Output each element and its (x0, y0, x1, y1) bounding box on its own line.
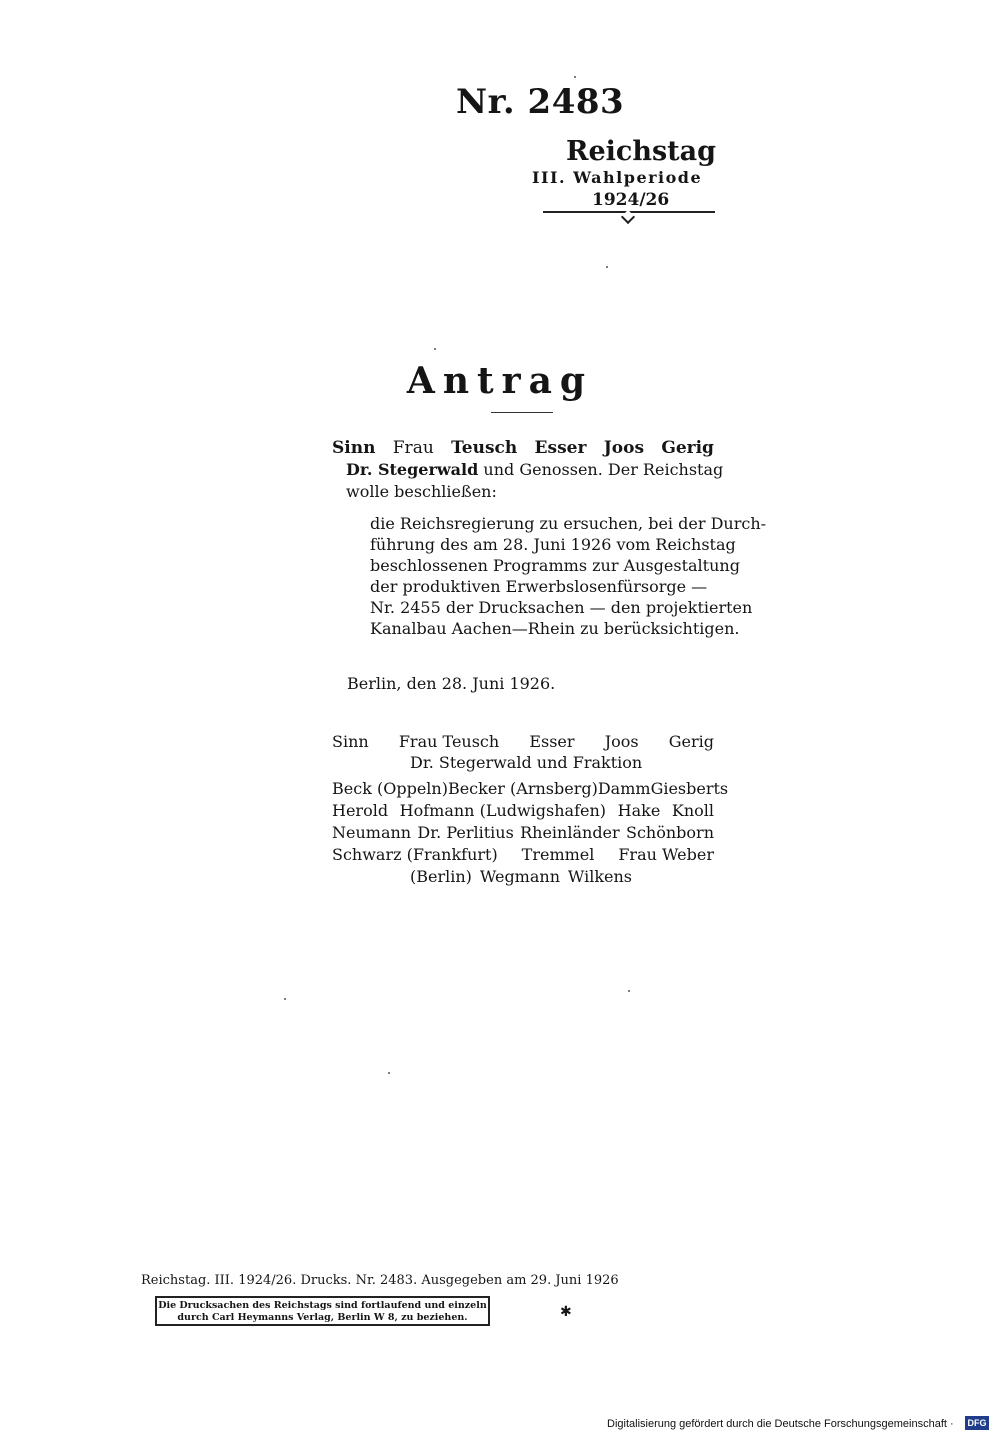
signatory: Rheinländer (520, 823, 620, 842)
signature-row (410, 867, 632, 886)
scan-speck (606, 266, 608, 268)
motion-intro-line (346, 460, 724, 479)
signatory: Damm (597, 779, 651, 798)
signatory: Joos (604, 732, 639, 751)
period-years: 1924/26 (592, 190, 670, 210)
motion-body-line: Kanalbau Aachen—Rhein zu berücksichtigen. (370, 619, 740, 638)
signatory: Schönborn (626, 823, 714, 842)
signature-row (332, 845, 714, 864)
motion-body-line: die Reichsregierung zu ersuchen, bei der Durch- (370, 514, 767, 533)
signatory: Schwarz (Frankfurt) (332, 845, 498, 864)
signatory: Wegmann (479, 867, 560, 886)
scan-speck (388, 1072, 390, 1074)
signatory: Wilkens (567, 867, 632, 886)
place-date: Berlin, den 28. Juni 1926. (347, 674, 556, 693)
signature-row (332, 823, 714, 842)
motion-intro-text: und Genossen. Der Reichstag (483, 460, 724, 479)
signatory: Knoll (671, 801, 714, 820)
motion-body-line: der produktiven Erwerbslosenfürsorge — (370, 577, 708, 596)
distribution-notice-line: durch Carl Heymanns Verlag, Berlin W 8, zu beziehen. (177, 1312, 468, 1323)
signatory: Neumann (332, 823, 412, 842)
title-rule (491, 412, 553, 413)
sponsor-name: Esser (534, 438, 587, 458)
signature-row (332, 779, 729, 798)
distribution-notice-line: Die Drucksachen des Reichstags sind fortlaufend und einzeln (158, 1300, 487, 1311)
motion-body-line: beschlossenen Programms zur Ausgestaltung (370, 556, 740, 575)
signatory: Frau Weber (618, 845, 714, 864)
document-number: Nr. 2483 (456, 82, 625, 122)
distribution-notice-box (155, 1296, 490, 1326)
sponsor-name: Teusch (451, 438, 518, 458)
sponsor-name: Gerig (661, 438, 714, 458)
scan-speck (284, 998, 286, 1000)
electoral-period: III. Wahlperiode (532, 168, 703, 187)
signatory: Becker (Arnsberg) (447, 779, 598, 798)
signatory: Gerig (668, 732, 714, 751)
signatory: Hake (617, 801, 661, 820)
issue-line: Reichstag. III. 1924/26. Drucks. Nr. 2483. Ausgegeben am 29. Juni 1926 (141, 1273, 619, 1288)
sponsor-name: Frau (392, 438, 434, 458)
signatory: (Berlin) (410, 867, 472, 886)
parliament-name: Reichstag (566, 136, 716, 167)
scan-speck (434, 348, 436, 350)
signatory: Dr. Perlitius (417, 823, 514, 842)
signatory: Esser (529, 732, 575, 751)
signature-row (332, 732, 714, 751)
digitization-credit: Digitalisierung gefördert durch die Deutsche Forschungsgemeinschaft · (607, 1418, 954, 1430)
signatory: Tremmel (521, 845, 595, 864)
printer-mark-icon: ✱ (560, 1304, 572, 1320)
motion-body-line: Nr. 2455 der Drucksachen — den projektierten (370, 598, 753, 617)
dfg-logo: DFG (965, 1416, 989, 1430)
scan-speck (574, 76, 576, 78)
signature-row: Dr. Stegerwald und Fraktion (410, 753, 643, 772)
scan-speck (628, 990, 630, 992)
signatory: Herold (332, 801, 389, 820)
sponsor-name: Joos (603, 438, 645, 458)
signatory: Giesberts (650, 779, 729, 798)
signature-row (332, 801, 714, 820)
document-title: Antrag (406, 360, 594, 402)
sponsor-name: Sinn (332, 438, 376, 458)
motion-body-line: führung des am 28. Juni 1926 vom Reichstag (370, 535, 736, 554)
signatory: Sinn (332, 732, 369, 751)
sponsor-name: Dr. Stegerwald (346, 460, 479, 479)
header-rule (543, 211, 715, 213)
signatory: Frau Teusch (398, 732, 500, 751)
signatory: Beck (Oppeln) (332, 779, 448, 798)
motion-intro-line: wolle beschließen: (346, 482, 497, 501)
motion-sponsors (332, 438, 714, 458)
signatory: Hofmann (Ludwigshafen) (399, 801, 607, 820)
